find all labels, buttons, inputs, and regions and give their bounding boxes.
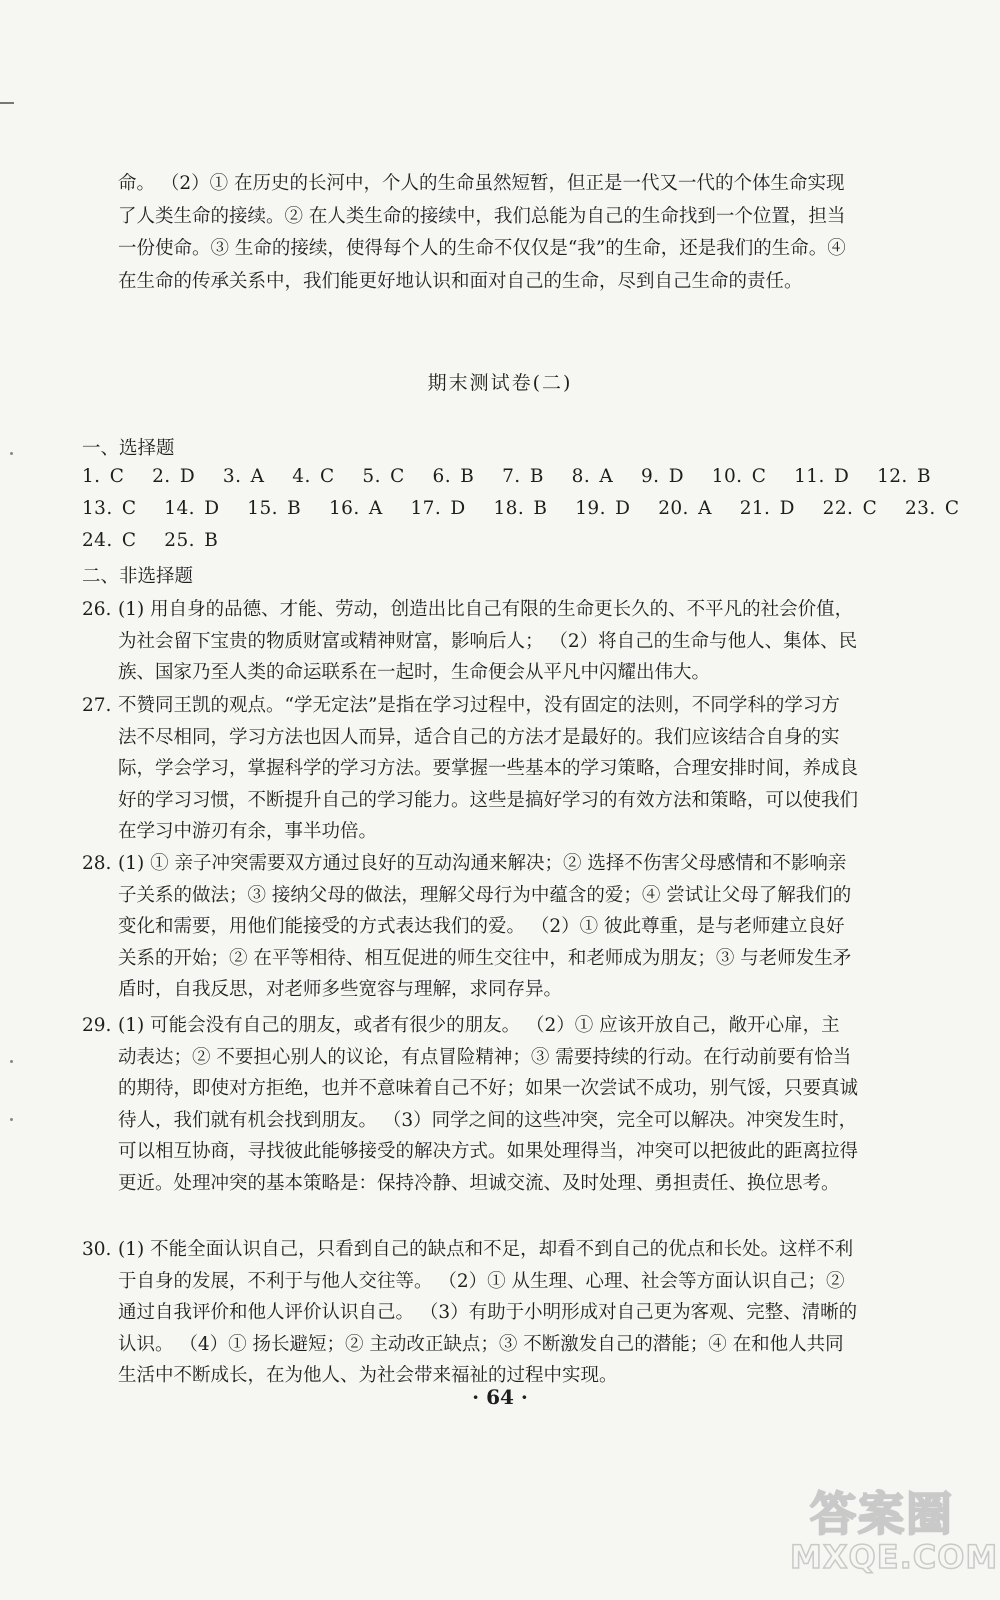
question-answer: (1) 用自身的品德、才能、劳动，创造出比自己有限的生命更长久的、不平凡的社会价值，为社会留下宝贵的物质财富或精神财富，影响后人； （2）将自己的生命与他人、集体、民族、国家乃至人类的命运联系在一起时，生命便会从平凡中闪耀出伟大。 [118,599,858,684]
page-number: · 64 · [472,1385,528,1409]
question-answer: 不赞同王凯的观点。“学无定法”是指在学习过程中，没有固定的法则，不同学科的学习方法不尽相同，学习方法也因人而异，适合自己的方法才是最好的。我们应该结合自身的实际，学会学习，掌握科学的学习方法。要掌握一些基本的学习策略，合理安排时间，养成良好的学习习惯，不断提升自己的学习能力。这些是搞好学习的有效方法和策略，可以使我们在学习中游刃有余，事半功倍。 [118,695,859,843]
section-heading-open: 二、非选择题 [82,566,194,587]
answer-row: 24. C 25. B [82,530,219,551]
scan-dot [10,1060,13,1063]
question-number: 28. [82,853,112,874]
question-number: 27. [82,695,112,716]
watermark-logo-text: 答案圈 [810,1487,954,1541]
question-answer: (1) ① 亲子冲突需要双方通过良好的互动沟通来解决；② 选择不伤害父母感情和不影响亲子关系的做法；③ 接纳父母的做法，理解父母行为中蕴含的爱；④ 尝试让父母了解我们的变化和需要，用他们能接受的方式表达我们的爱。 （2）① 彼此尊重，是与老师建立良好关系的开始；② 在平等相待、相互促进的师生交往中，和老师成为朋友；③ 与老师发生矛盾时，自我反思，对老师多些宽容与理解，求同存异。 [118,853,852,1001]
question-30 [82,1234,860,1387]
intro-paragraph: 命。 （2）① 在历史的长河中，个人的生命虽然短暂，但正是一代又一代的个体生命实现了人类生命的接续。② 在人类生命的接续中，我们总能为自己的生命找到一个位置，担当一份使命。③ 生命的接续，使得每个人的生命不仅仅是“我”的生命，还是我们的生命。④ 在生命的传承关系中，我们能更好地认识和面对自己的生命，尽到自己生命的责任。 [118,173,846,292]
scan-dot [10,452,13,455]
question-answer: (1) 不能全面认识自己，只看到自己的缺点和不足，却看不到自己的优点和长处。这样不利于自身的发展，不利于与他人交往等。 （2）① 从生理、心理、社会等方面认识自己；② 通过自我评价和他人评价认识自己。 （3）有助于小明形成对自己更为客观、完整、清晰的认识。 （4）① 扬长避短；② 主动改正缺点；③ 不断激发自己的潜能；④ 在和他人共同生活中不断成长，在为他人、为社会带来福祉的过程中实现。 [118,1239,858,1387]
question-29 [82,1010,860,1194]
answer-row: 13. C 14. D 15. B 16. A 17. D 18. B 19. D 20. A 21. D 22. C 23. C [82,498,960,519]
question-28 [82,848,860,1001]
answer-row: 1. C 2. D 3. A 4. C 5. C 6. B 7. B 8. A 9. D 10. C 11. D 12. B [82,466,931,487]
question-27 [82,690,860,843]
question-answer: (1) 可能会没有自己的朋友，或者有很少的朋友。 （2）① 应该开放自己，敞开心扉，主动表达；② 不要担心别人的议论，有点冒险精神；③ 需要持续的行动。在行动前要有恰当的期待，即使对方拒绝，也并不意味着自己不好；如果一次尝试不成功，别气馁，只要真诚待人，我们就有机会找到朋友。 （3）同学之间的这些冲突，完全可以解决。冲突发生时，可以相互协商，寻找彼此能够接受的解决方式。如果处理得当，冲突可以把彼此的距离拉得更近。处理冲突的基本策略是：保持冷静、坦诚交流、及时处理、勇担责任、换位思考。 [118,1015,859,1194]
section-heading-choice: 一、选择题 [82,438,175,459]
question-number: 26. [82,599,112,620]
watermark-url: MXQE.COM [790,1538,999,1576]
question-number: 30. [82,1239,112,1260]
watermark-logo [790,1478,999,1588]
left-margin-mark [0,102,14,104]
page-title: 期末测试卷(二) [427,372,573,394]
question-26 [82,594,860,684]
scan-dot [10,1118,13,1121]
question-number: 29. [82,1015,112,1036]
